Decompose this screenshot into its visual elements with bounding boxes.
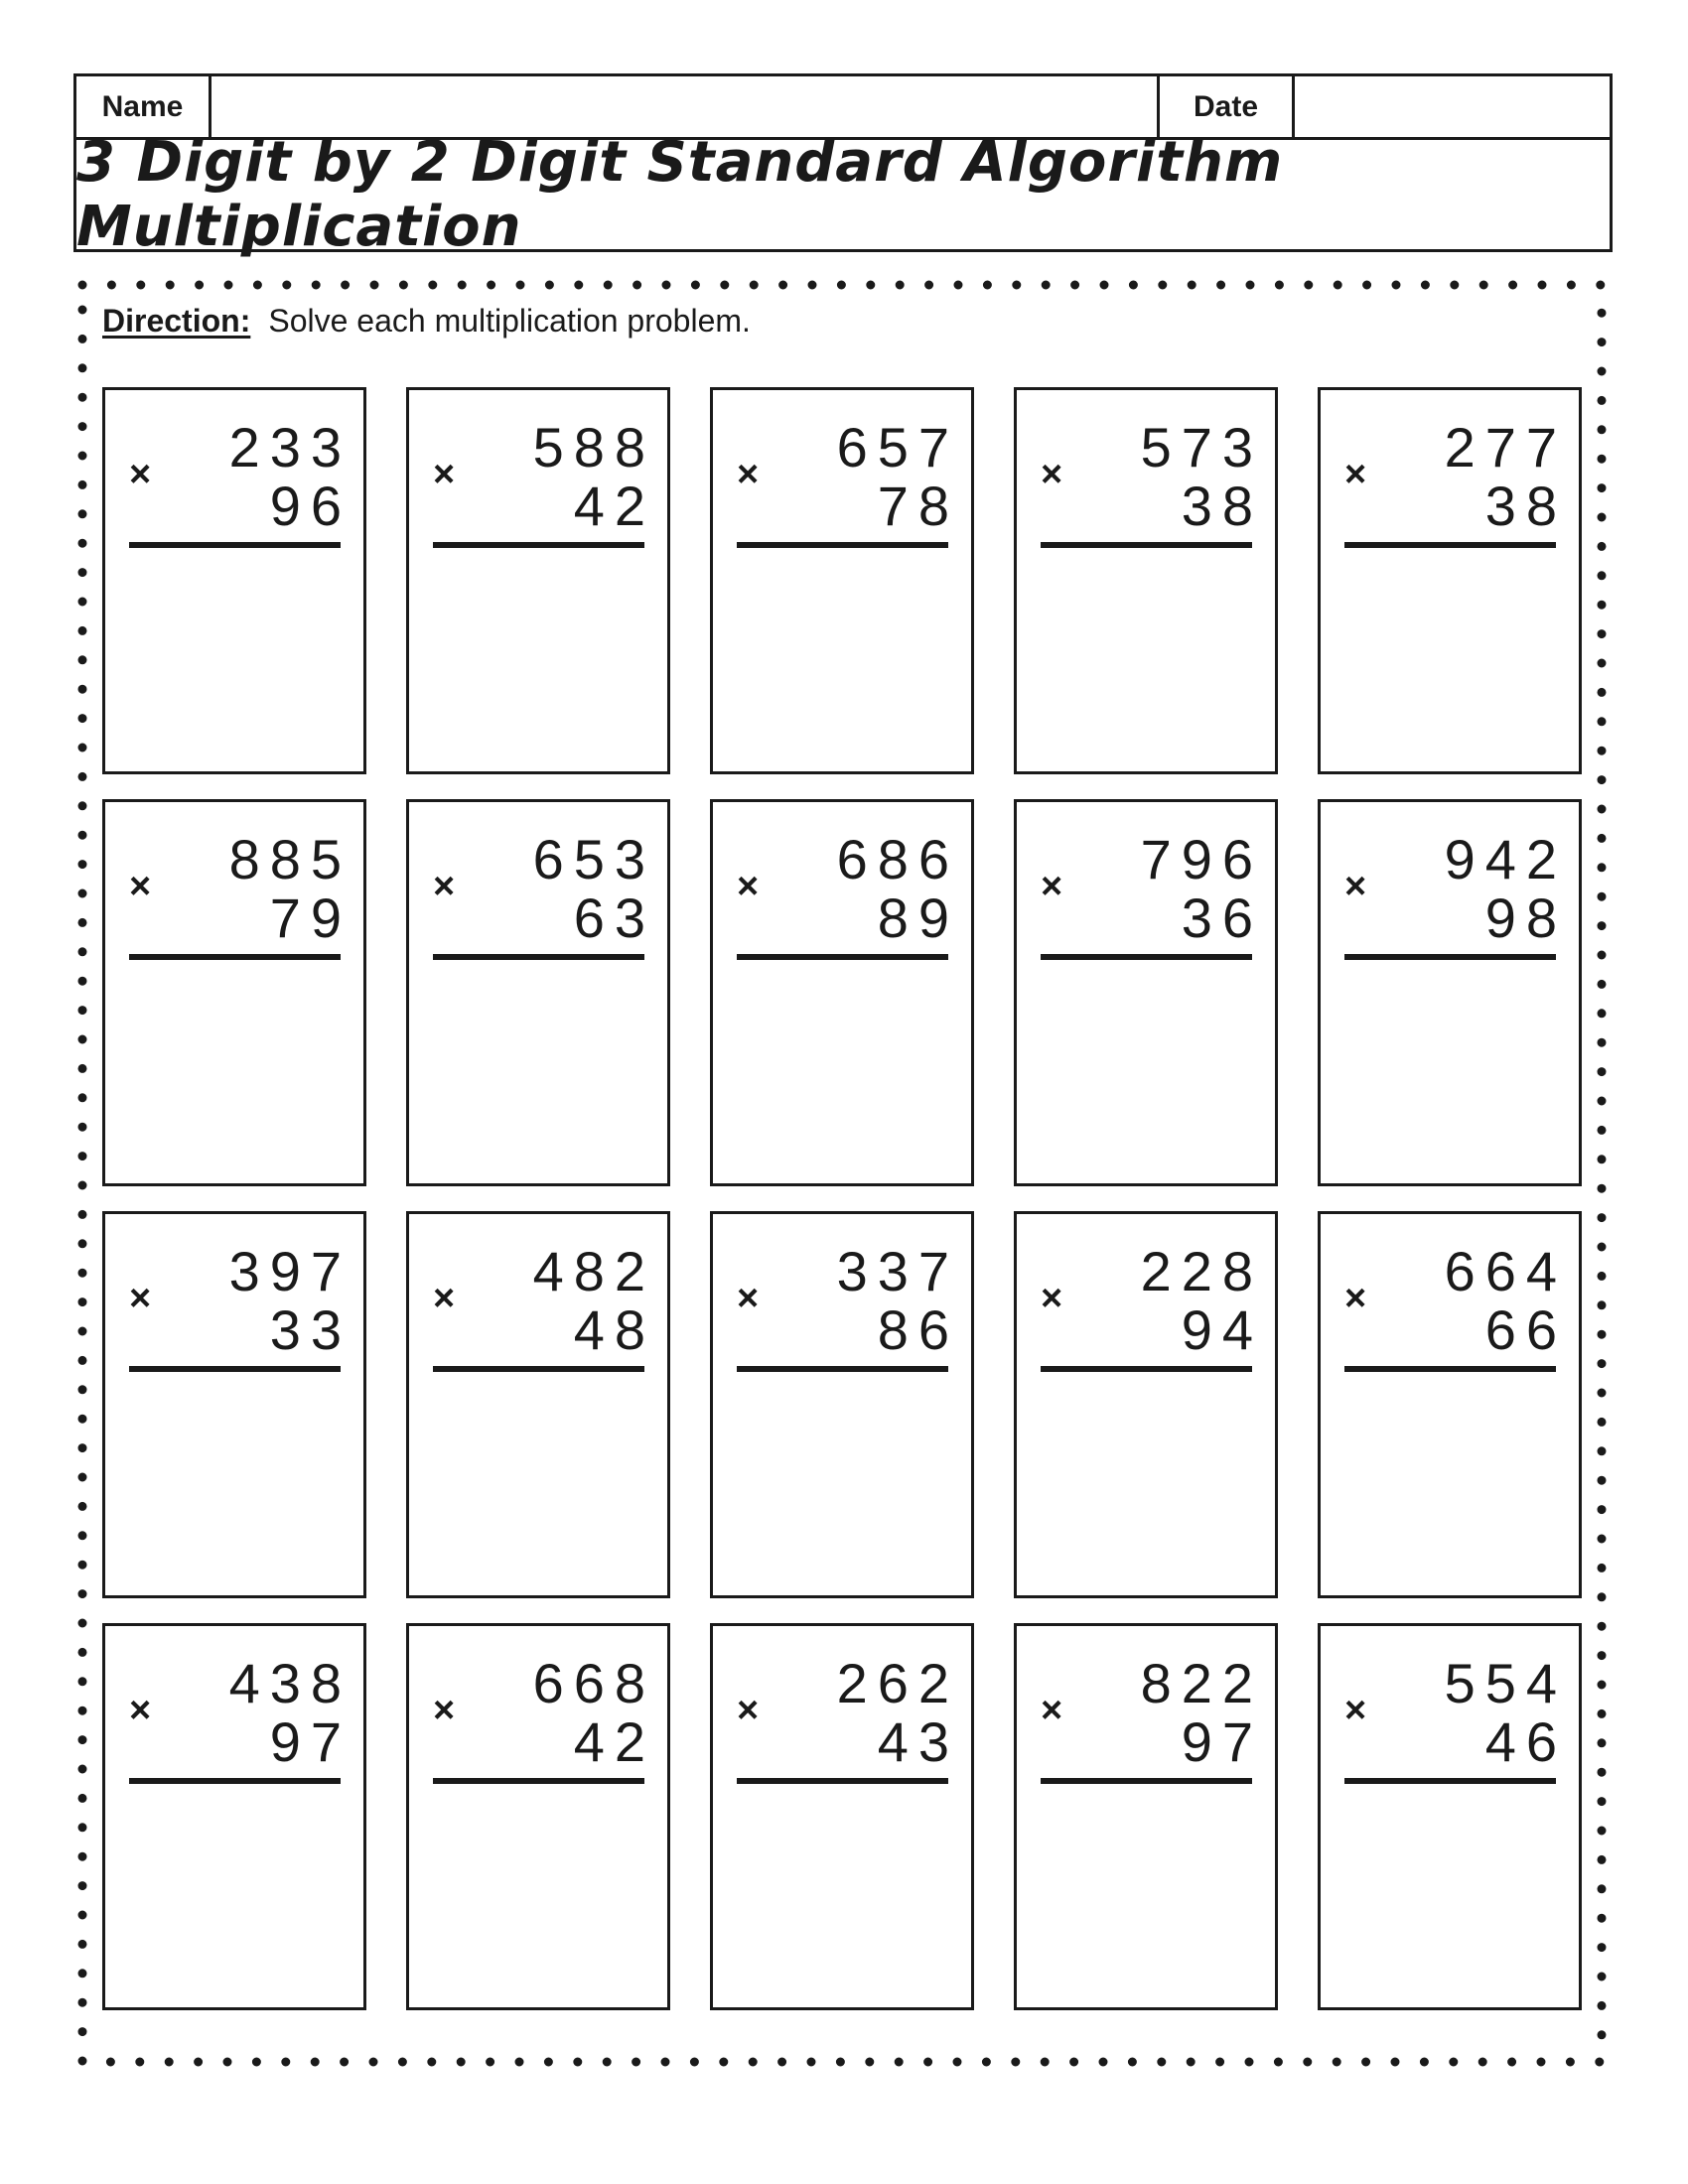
problem-box[interactable] — [102, 1211, 366, 1598]
multiplier: 89 — [877, 887, 959, 949]
worksheet-title: 3 Digit by 2 Digit Standard Algorithm Multiplication — [76, 130, 1284, 259]
multiplier: 43 — [877, 1710, 959, 1773]
multiplicand: 588 — [532, 416, 655, 478]
problem-box[interactable] — [1318, 387, 1582, 774]
multiplicand: 482 — [532, 1240, 655, 1302]
multiplicand: 397 — [228, 1240, 352, 1302]
multiplier: 98 — [1484, 887, 1567, 949]
multiplier: 78 — [877, 475, 959, 537]
problem-box[interactable] — [406, 1211, 670, 1598]
multiplier: 66 — [1484, 1298, 1567, 1361]
multiplier: 42 — [573, 475, 655, 537]
multiplicand: 262 — [836, 1652, 959, 1714]
multiply-sign: × — [1041, 454, 1063, 495]
problem-box[interactable] — [406, 387, 670, 774]
multiply-sign: × — [1041, 1690, 1063, 1731]
problem-box[interactable] — [406, 1623, 670, 2010]
multiplier: 96 — [269, 475, 352, 537]
answer-line — [129, 542, 341, 548]
answer-line — [737, 954, 948, 960]
answer-line — [433, 954, 644, 960]
answer-line — [433, 1778, 644, 1784]
problem-box[interactable] — [1014, 387, 1278, 774]
answer-line — [1344, 954, 1556, 960]
answer-line — [1041, 954, 1252, 960]
multiplicand: 337 — [836, 1240, 959, 1302]
multiplier: 48 — [573, 1298, 655, 1361]
answer-line — [737, 1366, 948, 1372]
problem-box[interactable] — [710, 1623, 974, 2010]
problem-box[interactable] — [1014, 1211, 1278, 1598]
multiplicand: 438 — [228, 1652, 352, 1714]
multiply-sign: × — [1344, 866, 1367, 907]
multiplicand: 822 — [1140, 1652, 1263, 1714]
multiplicand: 686 — [836, 828, 959, 890]
multiply-sign: × — [1344, 1690, 1367, 1731]
multiplicand: 885 — [228, 828, 352, 890]
answer-line — [129, 1778, 341, 1784]
multiplicand: 573 — [1140, 416, 1263, 478]
problem-box[interactable] — [406, 799, 670, 1186]
answer-line — [1041, 1778, 1252, 1784]
problem-box[interactable] — [1318, 799, 1582, 1186]
multiplier: 63 — [573, 887, 655, 949]
multiply-sign: × — [433, 454, 456, 495]
problem-box[interactable] — [1318, 1211, 1582, 1598]
multiplicand: 664 — [1444, 1240, 1567, 1302]
multiplier: 33 — [269, 1298, 352, 1361]
answer-line — [1041, 1366, 1252, 1372]
answer-line — [129, 954, 341, 960]
problem-box[interactable] — [1014, 799, 1278, 1186]
multiply-sign: × — [433, 1690, 456, 1731]
problem-box[interactable] — [102, 1623, 366, 2010]
answer-line — [1344, 542, 1556, 548]
problem-box[interactable] — [1014, 1623, 1278, 2010]
answer-line — [1041, 542, 1252, 548]
multiply-sign: × — [1041, 866, 1063, 907]
multiplier: 86 — [877, 1298, 959, 1361]
multiplicand: 796 — [1140, 828, 1263, 890]
problem-box[interactable] — [1318, 1623, 1582, 2010]
multiply-sign: × — [737, 1690, 760, 1731]
multiplier: 42 — [573, 1710, 655, 1773]
multiplier: 94 — [1181, 1298, 1263, 1361]
multiply-sign: × — [129, 1690, 152, 1731]
multiplicand: 233 — [228, 416, 352, 478]
answer-line — [737, 542, 948, 548]
multiplier: 97 — [269, 1710, 352, 1773]
multiplicand: 942 — [1444, 828, 1567, 890]
problem-box[interactable] — [710, 799, 974, 1186]
multiplier: 38 — [1484, 475, 1567, 537]
direction-text: Solve each multiplication problem. — [268, 303, 751, 339]
multiplicand: 277 — [1444, 416, 1567, 478]
multiply-sign: × — [433, 866, 456, 907]
multiplier: 79 — [269, 887, 352, 949]
answer-line — [129, 1366, 341, 1372]
multiply-sign: × — [1344, 1278, 1367, 1319]
multiplicand: 668 — [532, 1652, 655, 1714]
problem-box[interactable] — [102, 387, 366, 774]
multiply-sign: × — [129, 866, 152, 907]
multiply-sign: × — [737, 866, 760, 907]
multiply-sign: × — [737, 454, 760, 495]
multiplicand: 657 — [836, 416, 959, 478]
problem-box[interactable] — [710, 1211, 974, 1598]
multiply-sign: × — [1041, 1278, 1063, 1319]
multiplier: 36 — [1181, 887, 1263, 949]
multiplier: 38 — [1181, 475, 1263, 537]
multiplier: 46 — [1484, 1710, 1567, 1773]
multiplicand: 554 — [1444, 1652, 1567, 1714]
direction-label: Direction: — [102, 303, 251, 339]
multiplicand: 228 — [1140, 1240, 1263, 1302]
answer-line — [1344, 1366, 1556, 1372]
date-label: Date — [1160, 76, 1295, 137]
name-label: Name — [76, 76, 211, 137]
answer-line — [433, 1366, 644, 1372]
multiply-sign: × — [1344, 454, 1367, 495]
multiply-sign: × — [737, 1278, 760, 1319]
multiply-sign: × — [433, 1278, 456, 1319]
multiplier: 97 — [1181, 1710, 1263, 1773]
problem-box[interactable] — [710, 387, 974, 774]
problem-box[interactable] — [102, 799, 366, 1186]
multiplicand: 653 — [532, 828, 655, 890]
answer-line — [1344, 1778, 1556, 1784]
multiply-sign: × — [129, 454, 152, 495]
answer-line — [737, 1778, 948, 1784]
answer-line — [433, 542, 644, 548]
multiply-sign: × — [129, 1278, 152, 1319]
